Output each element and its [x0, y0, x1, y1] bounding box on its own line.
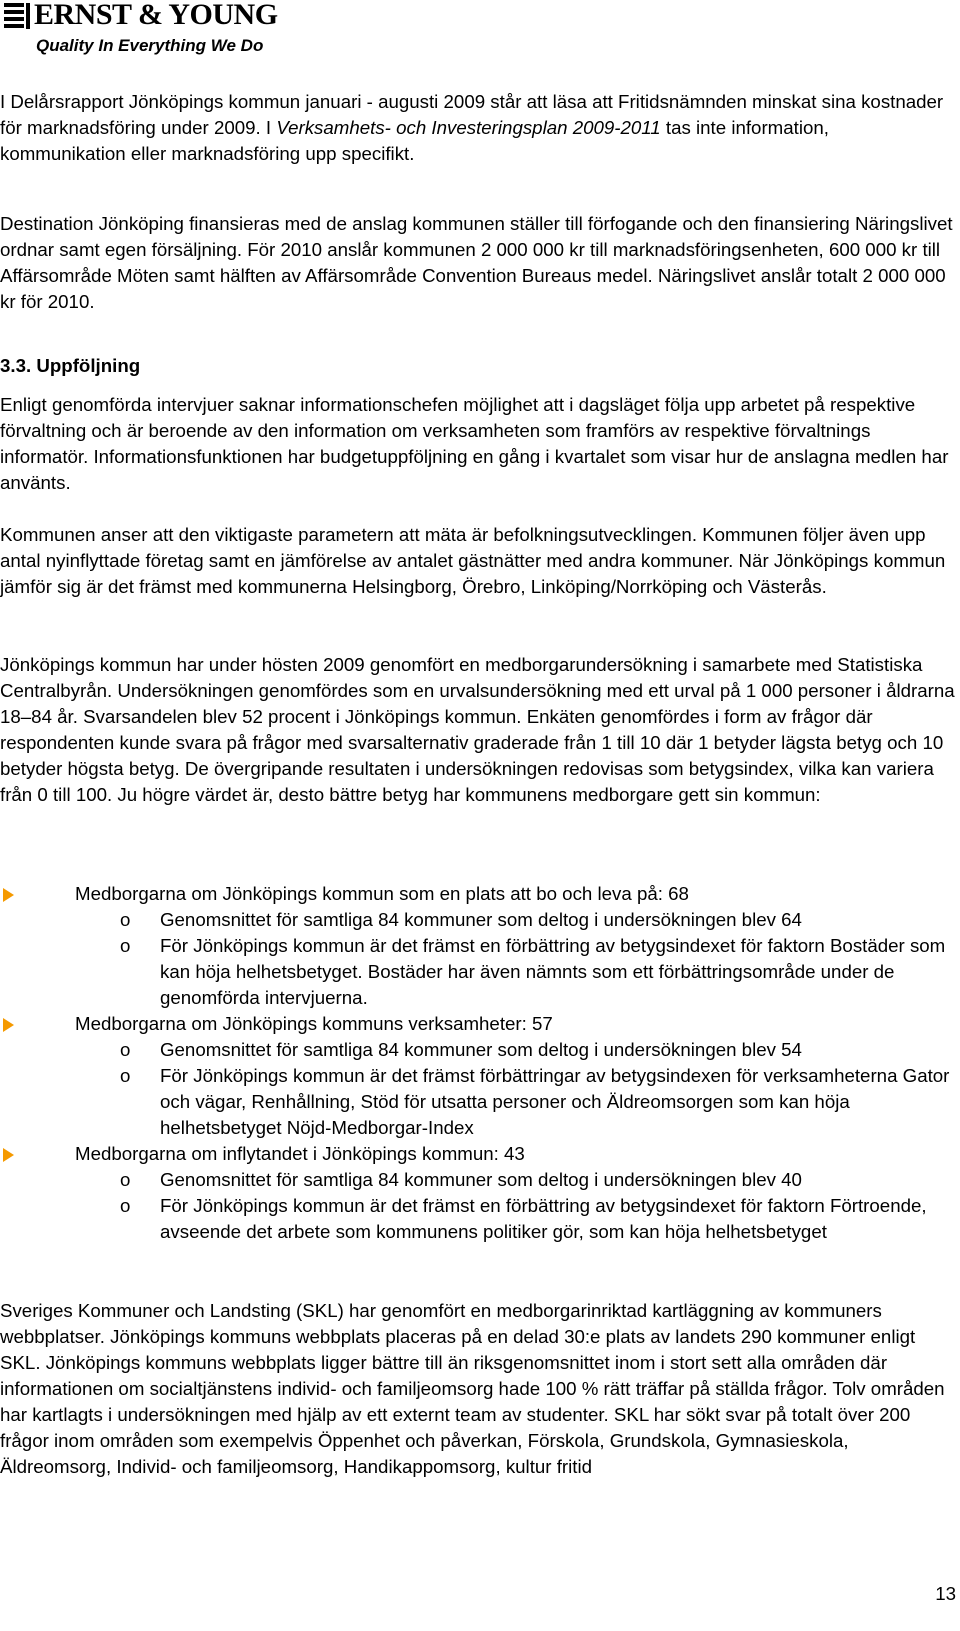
logo-name: ERNST & YOUNG: [34, 0, 278, 31]
plan-title: Verksamhets- och Investeringsplan 2009-2011: [276, 117, 661, 138]
page-number: 13: [935, 1583, 956, 1604]
paragraph-parameters: Kommunen anser att den viktigaste parametern att mäta är befolkningsutvecklingen. Kommunen följer även upp antal nyinflyttade företag samt en jämförelse av antalet gästnätter med andra kommuner. När Jönköpings kommun jämför sig är det främst med kommunerna Helsingborg, Örebro, Linköping/Norrköping och Västerås.: [0, 524, 946, 597]
paragraph-followup: Enligt genomförda intervjuer saknar informationschefen möjlighet att i dagsläget följa upp arbetet på respektive förvaltning och är beroende av den information om verksamheten som framförs av respektive förvaltnings informatör. Informationsfunktionen har budgetuppföljning en gång i kvartalet som visar hur de anslagna medlen har använts.: [0, 394, 949, 493]
paragraph-skl-survey: Sveriges Kommuner och Landsting (SKL) har genomfört en medborgarinriktad kartläggning av kommuners webbplatser. Jönköpings kommuns webbplats placeras på en delad 30:e plats av landets 290 kommuner enligt SKL. Jönköpings kommuns webbplats ligger bättre till än riksgenomsnittet inom i stort sett alla områden där informationen om socialtjänstens individ- och familjeomsorg hade 100 % rätt träffar på ställda frågor. Tolv områden har kartlagts i undersökningen med hjälp av ett externt team av studenter. SKL har sökt svar på totalt över 200 frågor inom områden som exempelvis Öppenhet och påverkan, Förskola, Grundskola, Gymnasieskola, Äldreomsorg, Individ- och familjeomsorg, Handikappomsorg, kultur fritid: [0, 1300, 945, 1477]
paragraph-survey: Jönköpings kommun har under hösten 2009 genomfört en medborgarundersökning i samarbete med Statistiska Centralbyrån. Undersökningen genomfördes som en urvalsundersökning med ett urval på 1 000 personer i åldrarna 18–84 år. Svarsandelen blev 52 procent i Jönköpings kommun. Enkäten genomfördes i form av frågor där respondenten kunde svara på frågor med svarsalternativ graderade från 1 till 10 där 1 betyder lägsta betyg och 10 betyder högsta betyg. De övergripande resultaten i undersökningen redovisas som betygsindex, vilka kan variera från 0 till 100. Ju högre värdet är, desto bättre betyg har kommunens medborgare gett sin kommun:: [0, 654, 955, 805]
paragraph-marketing-budget: I Delårsrapport Jönköpings kommun januari - augusti 2009 står att läsa att Fritidsnämnden minskat sina kostnader för marknadsföring under 2009. I Verksamhets- och Investeringsplan 2009-2011 tas inte information, kommunikation eller marknadsföring upp specifikt.: [0, 91, 944, 164]
logo-mark-icon: [2, 3, 30, 29]
section-heading: 3.3. Uppföljning: [0, 355, 141, 376]
logo-tagline: Quality In Everything We Do: [36, 36, 264, 55]
triangle-bullet-icon: [3, 1148, 14, 1162]
triangle-bullet-icon: [3, 888, 14, 902]
paragraph-destination-financing: Destination Jönköping finansieras med de anslag kommunen ställer till förfogande och den finansiering Näringslivet ordnar samt egen försäljning. För 2010 anslår kommunen 2 000 000 kr till marknadsföringsenheten, 600 000 kr till Affärsområde Möten samt hälften av Affärsområde Convention Bureaus medel. Näringslivet anslår totalt 2 000 000 kr för 2010.: [0, 213, 953, 312]
ernst-young-logo: [0, 0, 278, 60]
triangle-bullet-icon: [3, 1018, 14, 1032]
